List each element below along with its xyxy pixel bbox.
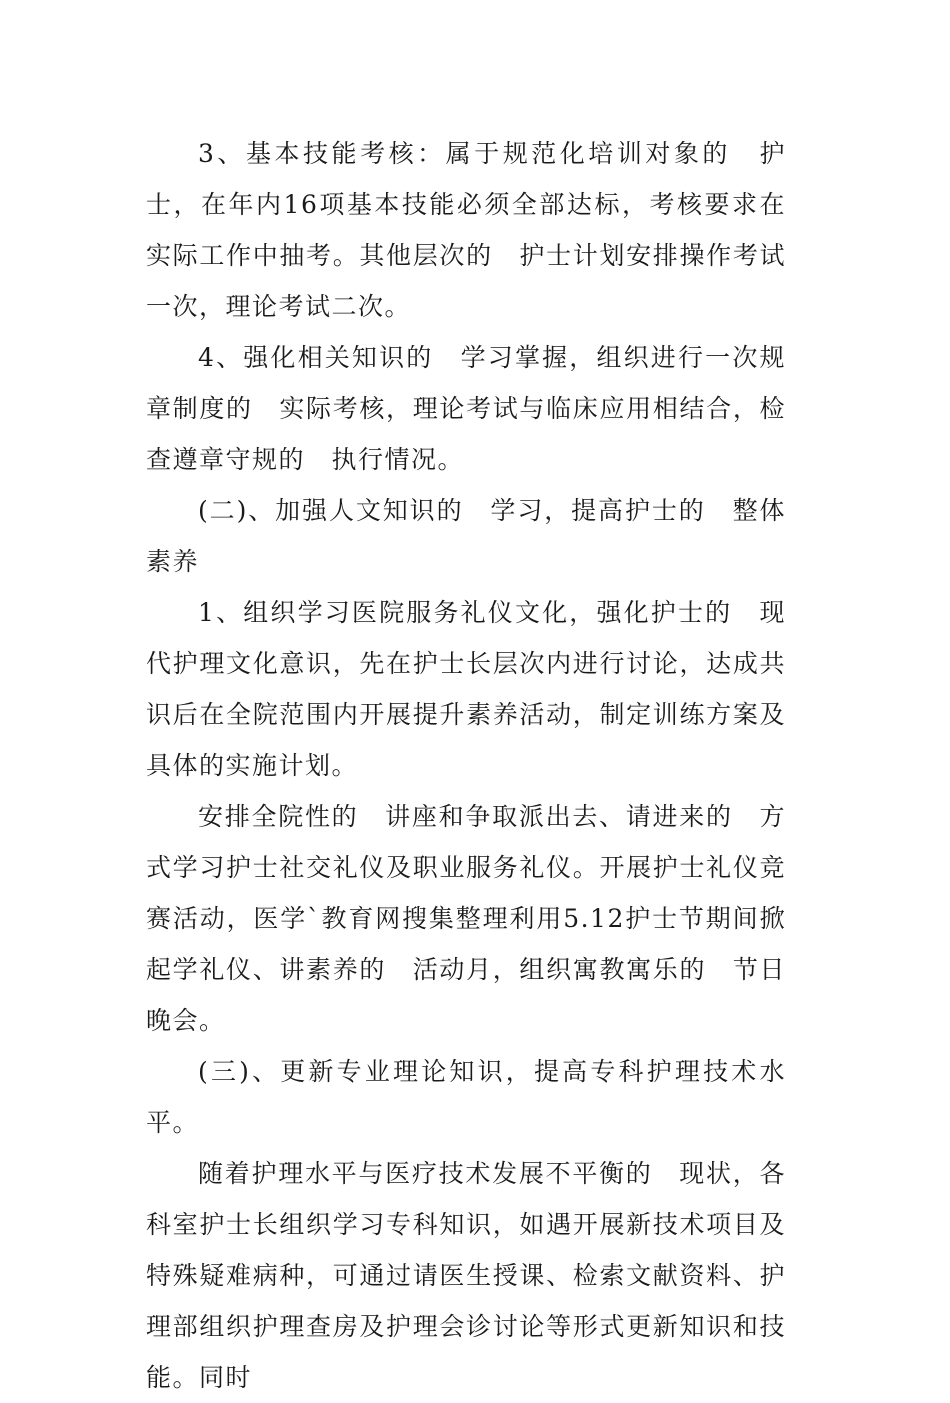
paragraph-specialty-knowledge: 随着护理水平与医疗技术发展不平衡的 现状，各科室护士长组织学习专科知识，如遇开展新技术项目及特殊疑难病种，可通过请医生授课、检索文献资料、护理部组织护理查房及护理会诊讨论等形式更新知识和技能。同时 [146,1159,786,1392]
paragraph-knowledge-learning: 4、强化相关知识的 学习掌握，组织进行一次规章制度的 实际考核，理论考试与临床应用相结合，检查遵章守规的 执行情况。 [146,343,786,474]
document-body [146,128,786,1403]
section-heading-professional-knowledge: (三)、更新专业理论知识，提高专科护理技术水平。 [146,1057,786,1137]
paragraph-skills-assessment: 3、基本技能考核：属于规范化培训对象的 护士，在年内16项基本技能必须全部达标，考核要求在实际工作中抽考。其他层次的 护士计划安排操作考试一次，理论考试二次。 [146,139,786,321]
paragraph-etiquette-culture: 1、组织学习医院服务礼仪文化，强化护士的 现代护理文化意识，先在护士长层次内进行讨论，达成共识后在全院范围内开展提升素养活动，制定训练方案及具体的实施计划。 [146,598,786,780]
paragraph-lectures-activities: 安排全院性的 讲座和争取派出去、请进来的 方式学习护士社交礼仪及职业服务礼仪。开展护士礼仪竞赛活动，医学`教育网搜集整理利用5.12护士节期间掀起学礼仪、讲素养的 活动月，组织寓教寓乐的 节日晚会。 [146,802,786,1035]
section-heading-humanities: (二)、加强人文知识的 学习，提高护士的 整体素养 [146,496,786,576]
